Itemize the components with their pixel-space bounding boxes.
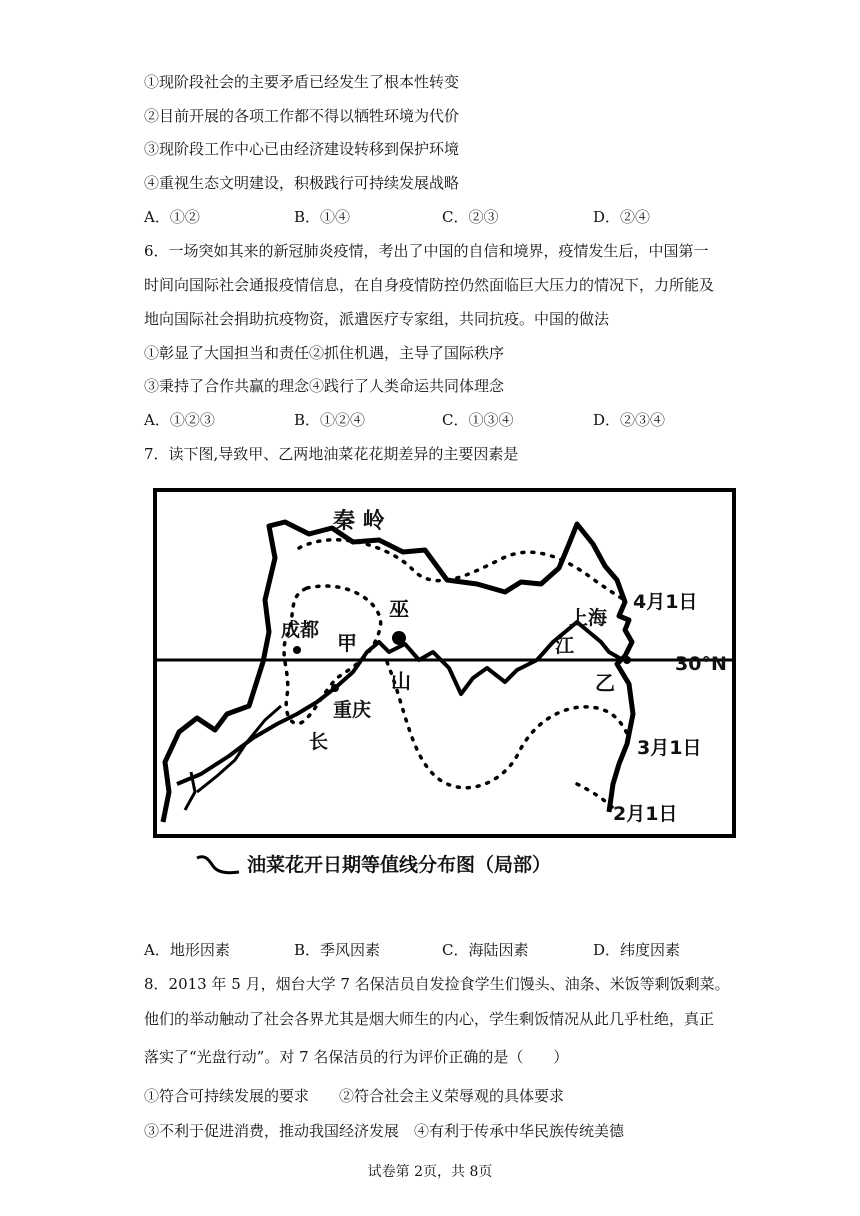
label-shan: 山 bbox=[391, 669, 411, 693]
q8-item-line-2: ③不利于促进消费，推动我国经济发展 ④有利于传承中华民族传统美德 bbox=[144, 1122, 625, 1140]
q7-option-b[interactable]: B．季风因素 bbox=[294, 941, 381, 959]
chengdu-point bbox=[293, 646, 301, 654]
label-qinling: 秦 岭 bbox=[333, 509, 385, 534]
label-wu: 巫 bbox=[389, 597, 409, 621]
q6-item-line-1: ①彰显了大国担当和责任②抓住机遇，主导了国际秩序 bbox=[144, 344, 505, 362]
q5-option-c[interactable]: C．②③ bbox=[442, 208, 499, 226]
q8-stem-line-2: 他们的举动触动了社会各界尤其是烟大师生的内心，学生剩饭情况从此几乎杜绝，真正 bbox=[144, 1010, 715, 1028]
q6-item-line-2: ③秉持了合作共赢的理念④践行了人类命运共同体理念 bbox=[144, 377, 505, 395]
map-drawing bbox=[157, 492, 732, 834]
label-chongqing: 重庆 bbox=[333, 699, 372, 721]
q5-option-b[interactable]: B．①④ bbox=[294, 208, 351, 226]
isoline-map bbox=[153, 488, 736, 838]
label-jia: 甲 bbox=[337, 631, 357, 655]
q8-item-line-1: ①符合可持续发展的要求 ②符合社会主义荣辱观的具体要求 bbox=[144, 1087, 565, 1105]
q6-stem-line-2: 时间向国际社会通报疫情信息，在自身疫情防控仍然面临巨大压力的情况下，力所能及 bbox=[144, 276, 715, 294]
q7-option-d[interactable]: D．纬度因素 bbox=[593, 941, 681, 959]
q5-item-3: ③现阶段工作中心已由经济建设转移到保护环境 bbox=[144, 140, 460, 158]
label-shanghai: 上海 bbox=[569, 607, 608, 629]
label-yi: 乙 bbox=[595, 671, 615, 695]
q7-stem: 7．读下图,导致甲、乙两地油菜花花期差异的主要因素是 bbox=[144, 445, 519, 463]
q7-option-a[interactable]: A．地形因素 bbox=[144, 941, 230, 959]
q6-option-b[interactable]: B．①②④ bbox=[294, 411, 366, 429]
q7-option-c[interactable]: C．海陆因素 bbox=[442, 941, 529, 959]
page-footer: 试卷第 2页，共 8页 bbox=[367, 1164, 493, 1180]
q5-item-4: ④重视生态文明建设，积极践行可持续发展战略 bbox=[144, 174, 460, 192]
label-chang: 长 bbox=[309, 731, 329, 753]
q6-option-a[interactable]: A．①②③ bbox=[144, 411, 215, 429]
label-jiang: 江 bbox=[555, 635, 575, 657]
q6-option-c[interactable]: C．①③④ bbox=[442, 411, 514, 429]
q6-stem-line-1: 6．一场突如其来的新冠肺炎疫情，考出了中国的自信和境界，疫情发生后，中国第一 bbox=[144, 242, 709, 260]
label-iso-feb1: 2月1日 bbox=[613, 803, 678, 825]
q6-stem-line-3: 地向国际社会捐助抗疫物资，派遣医疗专家组，共同抗疫。中国的做法 bbox=[144, 310, 610, 328]
label-chengdu: 成都 bbox=[281, 619, 320, 641]
q5-option-a[interactable]: A．①② bbox=[144, 208, 200, 226]
q5-item-2: ②目前开展的各项工作都不得以牺牲环境为代价 bbox=[144, 107, 460, 125]
label-iso-apr1: 4月1日 bbox=[633, 591, 698, 613]
isoline-legend-icon bbox=[195, 852, 241, 878]
q5-option-d[interactable]: D．②④ bbox=[593, 208, 651, 226]
q5-item-1: ①现阶段社会的主要矛盾已经发生了根本性转变 bbox=[144, 73, 460, 91]
label-iso-mar1: 3月1日 bbox=[637, 737, 702, 759]
map-caption-text: 油菜花开日期等值线分布图（局部） bbox=[247, 854, 552, 876]
wushan-peak bbox=[392, 631, 406, 645]
label-30n: 30°N bbox=[675, 653, 727, 675]
chongqing-point bbox=[331, 684, 339, 692]
q8-stem-line-1: 8．2013 年 5 月，烟台大学 7 名保洁员自发捡食学生们馒头、油条、米饭等剩饭剩菜。 bbox=[144, 975, 730, 993]
q8-stem-line-3: 落实了“光盘行动”。对 7 名保洁员的行为评价正确的是（ ） bbox=[144, 1048, 569, 1066]
q6-option-d[interactable]: D．②③④ bbox=[593, 411, 666, 429]
